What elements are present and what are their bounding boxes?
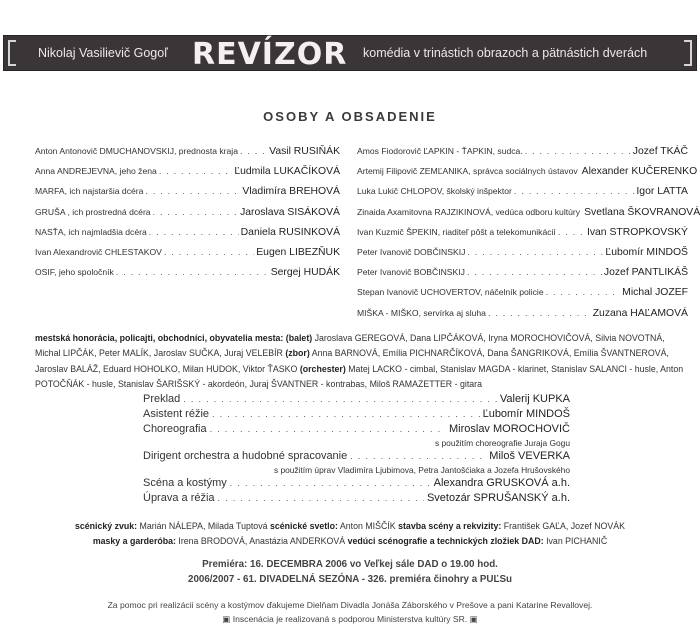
cast-actor: Igor LATTA [636,186,688,198]
cast-row [357,186,688,206]
credit-row [143,408,570,423]
leader-dots [558,227,585,237]
cast-row [35,227,340,247]
cast-actor: Svetlana ŠKOVRANOVÁ [584,206,700,218]
leader-dots [525,146,631,156]
credit-role: Preklad [143,393,181,405]
ensemble-balet: Jaroslava GEREGOVÁ, Dana LIPČÁKOVÁ, Iryna MOROCHOVIČOVÁ, Silvia NOVOTNÁ, Michal LIPČÁK, Peter MALÍK, Jaroslav SUČKA, Juraj VELEBÍR [35,333,665,359]
cast-actor: Jaroslava SISÁKOVÁ [240,206,340,218]
tech-label: vedúci scénografie a technických zložiek DAD: [347,535,544,546]
credits-list [143,393,570,507]
cast-row [357,308,688,328]
credit-name: Valerij KUPKA [499,393,570,405]
cast-actor: Ľudmila LUKAČÍKOVÁ [234,166,340,178]
tech-label: masky a garderóba: [92,535,176,546]
cast-role: MARFA, ich najstaršia dcéra [35,186,144,197]
leader-dots [210,424,446,434]
cast-role: Anton Antonovič DMUCHANOVSKIJ, prednosta kraja [35,146,238,156]
cast-role: Artemij Filipovič ZEMĽANIKA, správca sociálnych ústavov [357,166,578,177]
technical-line-2 [0,534,700,549]
cast-role: Luka Lukič CHLOPOV, školský inšpektor [357,186,512,197]
cast-actor: Zuzana HAĽAMOVÁ [592,307,688,319]
cast-row [357,267,688,287]
technical-line-1 [0,519,700,534]
credit-row [143,450,570,465]
leader-dots [116,267,269,277]
cast-row [35,166,340,186]
cast-actor: Alexander KUČERENKO [581,166,698,178]
author-name: Nikolaj Vasilievič Gogoľ [38,46,168,60]
leader-dots [164,247,254,257]
support-note-line [0,612,700,626]
tech-value: Anton MIŠČÍK [339,521,396,531]
cast-actor: Ľubomír MINDOŠ [605,246,688,258]
cast-role: MIŠKA - MIŠKO, servírka aj sluha [357,307,486,318]
leader-dots [488,308,591,318]
cast-role: Ivan Kuzmič ŠPEKIN, riaditeľ pôšt a telekomunikácií [357,226,556,237]
tech-value: Marián NÁLEPA, Milada Tuptová [139,521,268,531]
cast-role: GRUŠA , ich prostredná dcéra [35,206,151,217]
credit-name: Ľubomír MINDOŠ [482,408,570,420]
credit-note: s použitím úprav Vladimíra Ljubimova, Petra Jantošćiaka a Jozefa Hrušovského [273,465,570,475]
credit-name: Miloš VEVERKA [489,450,570,462]
leader-dots [514,186,634,196]
ensemble-zbor-label: (zbor) [285,348,310,359]
cast-row [357,146,688,166]
tech-label: scénické svetlo: [269,521,338,531]
play-subtitle: komédia v trinástich obrazoch a pätnástich dverách [363,46,648,60]
leader-dots [230,478,431,488]
cast-row [357,247,688,267]
cast-actor: Jozef TKÁČ [632,146,688,157]
cast-role: NASŤA, ich najmladšia dcéra [35,226,147,237]
credit-role: Scéna a kostýmy [143,477,227,489]
credit-row [143,477,570,492]
tech-value: František GAĽA, Jozef NOVÁK [503,521,625,531]
cast-role: Anna ANDREJEVNA, jeho žena [35,166,157,177]
premiere-date: Premiéra: 16. DECEMBRA 2006 vo Veľkej sále DAD o 19.00 hod. [202,559,498,570]
leader-dots [183,394,497,404]
cast-row [357,287,688,307]
ensemble-orchestra: Matej LACKO - cimbal, Stanislav MAGDA - klarinet, Stanislav SALANCI - husle, Anton POTOČŇÁK - husle, Stanislav ŠARIŠSKÝ - akordeón, Juraj ŠVANTNER - kontrabas, Miloš RAMAZETTER - gitara [35,363,684,390]
credit-role: Úprava a réžia [143,492,215,504]
leader-dots [149,227,239,237]
cast-role: Stepan Ivanovič UCHOVERTOV, náčelník policie [357,287,544,298]
cast-row [357,206,700,227]
cast-actor: Vasil RUSIŇÁK [269,146,340,157]
credit-row [143,393,570,408]
credit-name: Miroslav MOROCHOVIČ [448,423,570,435]
cast-role: Ivan Alexandrovič CHLESTAKOV [35,246,162,257]
cast-actor: Eugen LIBEZŇUK [256,246,340,258]
cast-actor: Jozef PANTLIKÁŠ [603,267,688,279]
ensemble-zbor: Anna BARNOVÁ, Emília PICHNARČÍKOVÁ, Dana ŠANGRIKOVÁ, Emília ŠVANTNEROVÁ, Jaroslav BALÁŽ, Eduard HOHOLKO, Milan HUDOK, Viktor ŤASKO [35,348,669,374]
tech-value: Ivan PICHANIČ [546,535,608,546]
credit-role: Choreografia [143,423,207,435]
cast-actor: Daniela RUSINKOVÁ [240,226,340,238]
cast-row [35,247,340,267]
tech-label: stavba scény a rekvizity: [398,521,502,531]
leader-dots [350,451,486,461]
cast-role: OSIF, jeho spoločník [35,267,114,278]
credit-note: s použitím choreografie Juraja Gogu [434,438,570,448]
leader-dots [467,267,602,277]
cast-row [35,267,340,287]
premiere-info [0,557,700,587]
credit-row [143,492,570,507]
credit-role: Asistent réžie [143,408,210,420]
cast-actor: Ivan STROPKOVSKÝ [586,226,688,238]
ornament-icon: ▣ [469,614,478,624]
footer [0,598,700,626]
ensemble-orchestra-label: (orchester) [299,363,346,374]
cast-role: Amos Fiodorovič ĽAPKIN - ŤAPKIN, sudca. [357,146,523,156]
cast-row [35,207,340,227]
leader-dots [159,166,233,176]
leader-dots [546,287,621,297]
section-title: OSOBY A OBSADENIE [263,109,437,124]
credit-role: Dirigent orchestra a hudobné spracovanie [143,450,348,462]
technical-credits [0,519,700,548]
season-info: 2006/2007 - 61. DIVADELNÁ SEZÓNA - 326. premiéra činohry a PUĽSu [188,574,512,585]
cast-role: Zinaida Axamitovna RAJZIKINOVÁ, vedúca odboru kultúry [357,206,581,217]
play-title: REVÍZOR [192,37,348,72]
title-banner [4,36,696,70]
leader-dots [153,207,238,217]
leader-dots [218,493,424,503]
cast-row [35,186,340,206]
ensemble-paragraph [35,331,690,393]
credit-name: Svetozár SPRUŠANSKÝ a.h. [426,492,570,504]
acknowledgement: Za pomoc pri realizácii scény a kostýmov ďakujeme Dielňam Divadla Jonáša Záborského v Prešove a pani Katarine Revallovej. [107,600,593,610]
ornament-icon: ▣ [222,614,231,624]
cast-actor: Michal JOZEF [622,287,688,299]
cast-row [35,146,340,166]
leader-dots [240,146,267,156]
cast-role: Peter Ivanovič BOBČINSKIJ [357,267,465,278]
cast-list-left [35,146,340,287]
credit-name: Alexandra GRUSKOVÁ a.h. [433,477,570,489]
tech-value: Irena BRODOVÁ, Anastázia ANDERKOVÁ [178,535,346,546]
leader-dots [145,186,240,196]
leader-dots [467,247,603,257]
cast-actor: Sergej HUDÁK [270,267,340,279]
cast-actor: Vladimíra BREHOVÁ [242,186,340,198]
cast-list-right [357,146,700,328]
cast-row [357,227,688,247]
leader-dots [212,409,480,419]
credit-row [143,423,570,438]
ensemble-label: mestská honorácia, policajti, obchodníci, obyvatelia mesta: (balet) [35,333,313,343]
tech-label: scénický zvuk: [74,521,138,531]
cast-row [357,166,698,186]
support-note: Inscenácia je realizovaná s podporou Ministerstva kultúry SR. [232,614,468,624]
cast-role: Peter Ivanovič DOBČINSKIJ [357,246,466,257]
